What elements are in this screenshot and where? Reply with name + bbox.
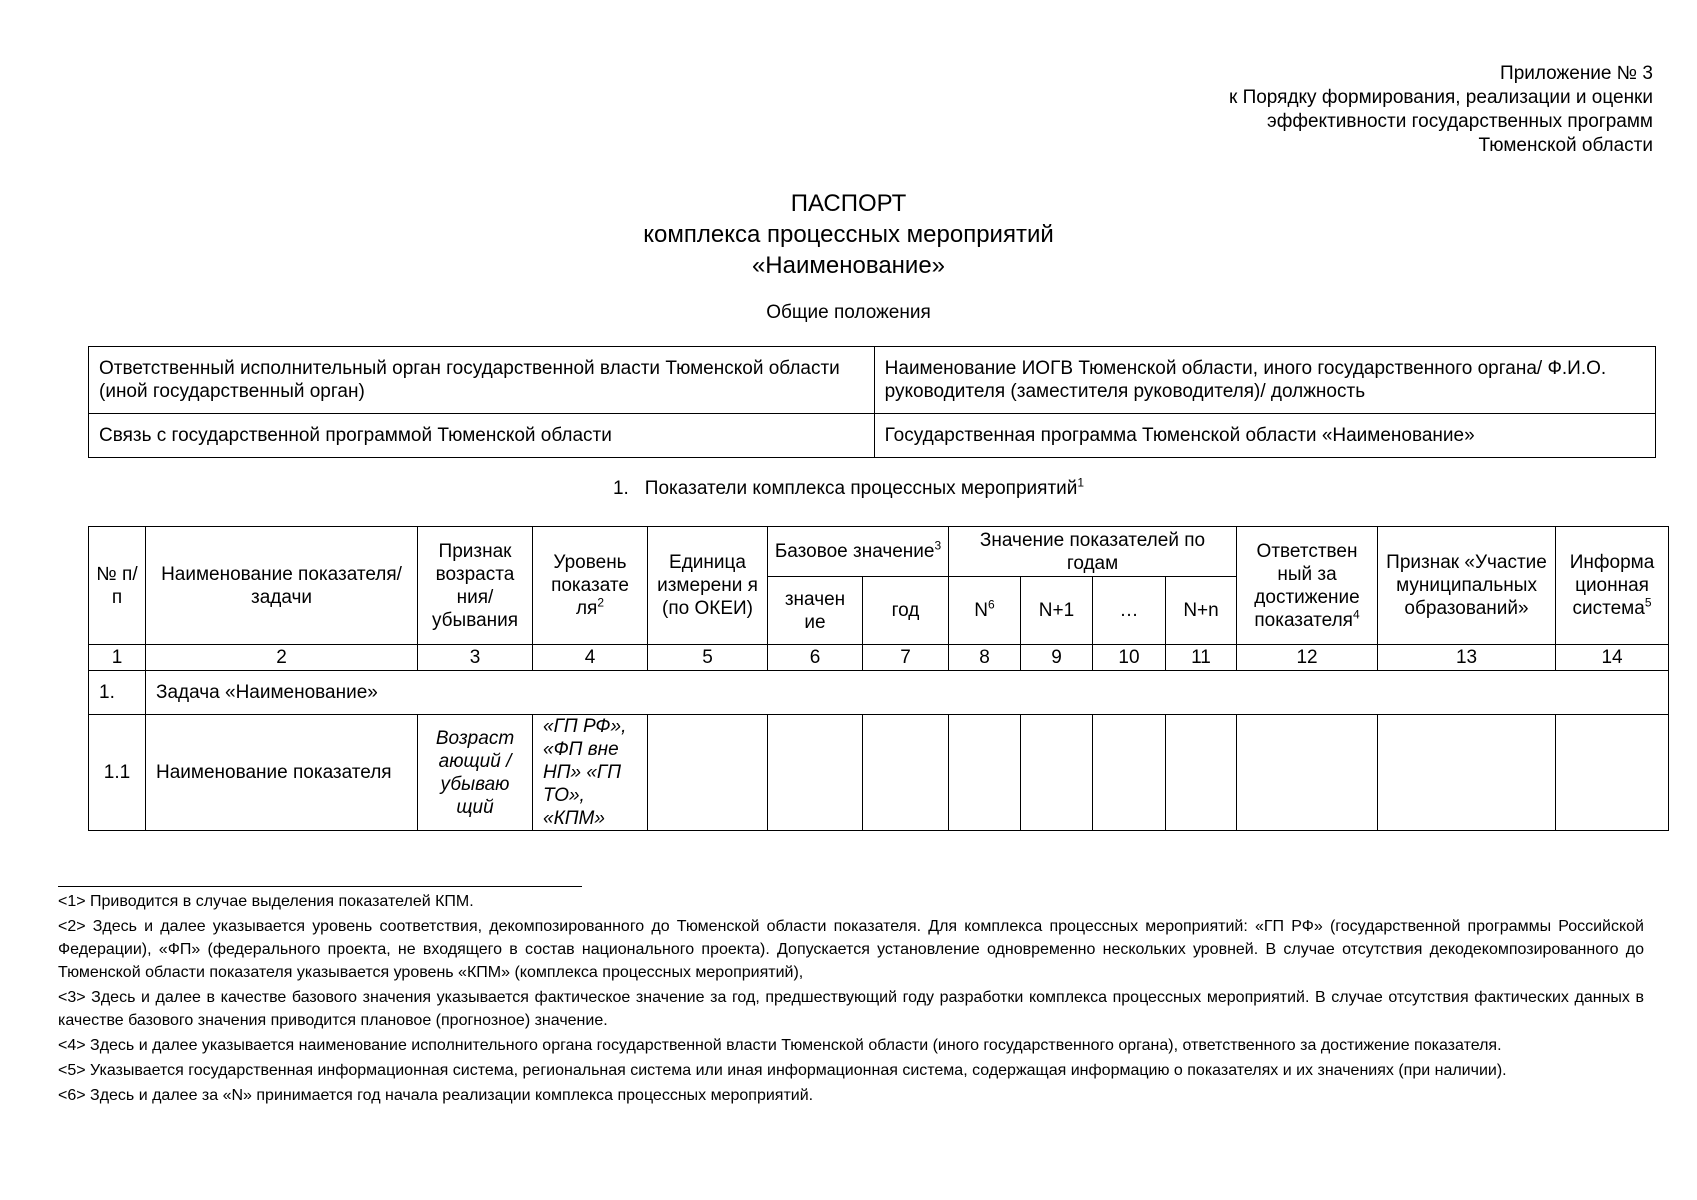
table-cell bbox=[1556, 715, 1669, 831]
table-row bbox=[89, 347, 1656, 414]
header-info-system bbox=[1556, 527, 1669, 645]
indicators-table bbox=[88, 526, 1669, 831]
document-title bbox=[0, 188, 1697, 281]
header-responsible-text: Ответствен ный за достижение показателя bbox=[1254, 540, 1360, 631]
footnote-ref: 3 bbox=[934, 538, 942, 553]
header-municipal: Признак «Участие муниципальных образований» bbox=[1378, 527, 1556, 645]
row-number: 1.1 bbox=[89, 715, 146, 831]
column-number: 1 bbox=[89, 645, 146, 671]
header-name: Наименование показателя/задачи bbox=[146, 527, 418, 645]
task-row bbox=[89, 671, 1669, 715]
footnote: <4> Здесь и далее указывается наименование исполнительного органа государственной власти Тюменской области (иного государственного органа), ответственного за достижение показателя. bbox=[58, 1037, 1502, 1054]
column-number: 8 bbox=[949, 645, 1021, 671]
footnote-ref: 4 bbox=[1352, 607, 1360, 622]
table-cell bbox=[1093, 715, 1166, 831]
header-base-text: Базовое значение bbox=[774, 541, 935, 562]
table-cell bbox=[863, 715, 949, 831]
table-cell bbox=[1378, 715, 1556, 831]
column-number: 9 bbox=[1021, 645, 1093, 671]
column-number: 3 bbox=[418, 645, 533, 671]
footnote: <6> Здесь и далее за «N» принимается год начала реализации комплекса процессных мероприятий. bbox=[58, 1087, 814, 1104]
footnote: <3> Здесь и далее в качестве базового значения указывается фактическое значение за год, предшествующий году разработки комплекса процессных мероприятий. В случае отсутствия фактических данных в качестве базового значения приводится плановое (прогнозное) значение. bbox=[58, 989, 1644, 1029]
column-number-row bbox=[89, 645, 1669, 671]
table-row bbox=[89, 715, 1669, 831]
header-base bbox=[768, 527, 949, 577]
table-cell bbox=[1237, 715, 1378, 831]
header-year-n bbox=[949, 577, 1021, 645]
section-title: Показатели комплекса процессных мероприятий bbox=[644, 478, 1078, 499]
footnote: <1> Приводится в случае выделения показателей КПМ. bbox=[58, 893, 474, 910]
appendix-line: Приложение № 3 bbox=[1500, 63, 1653, 84]
table-row bbox=[89, 414, 1656, 458]
footnote-separator bbox=[58, 886, 582, 887]
column-number: 5 bbox=[648, 645, 768, 671]
table-cell bbox=[949, 715, 1021, 831]
footnote-ref: 6 bbox=[988, 597, 995, 612]
footnote-ref: 2 bbox=[597, 595, 605, 610]
footnote: <5> Указывается государственная информационная система, региональная система или иная информационная система, содержащая информацию о показателях и их значениях (при наличии). bbox=[58, 1062, 1507, 1079]
column-number: 10 bbox=[1093, 645, 1166, 671]
table-cell bbox=[1021, 715, 1093, 831]
column-number: 6 bbox=[768, 645, 863, 671]
header-level-text: Уровень показате ля bbox=[551, 552, 629, 619]
header-year-dots: … bbox=[1093, 577, 1166, 645]
footnotes bbox=[58, 890, 1644, 1109]
column-number: 14 bbox=[1556, 645, 1669, 671]
header-base-year: год bbox=[863, 577, 949, 645]
table-cell bbox=[1166, 715, 1237, 831]
column-number: 12 bbox=[1237, 645, 1378, 671]
row-level: «ГП РФ», «ФП вне НП» «ГП ТО», «КПМ» bbox=[533, 715, 648, 831]
section-heading bbox=[0, 475, 1697, 500]
section-number: 1. bbox=[612, 478, 629, 499]
footnote-ref: 5 bbox=[1644, 595, 1652, 610]
general-provisions-table bbox=[88, 346, 1656, 458]
row-sign: Возраст ающий / убываю щий bbox=[418, 715, 533, 831]
header-year-n-text: N bbox=[974, 600, 989, 621]
header-responsible bbox=[1237, 527, 1378, 645]
table-cell: Ответственный исполнительный орган государственной власти Тюменской области (иной государственный орган) bbox=[89, 347, 875, 414]
column-number: 2 bbox=[146, 645, 418, 671]
title-line: комплекса процессных мероприятий bbox=[643, 221, 1054, 248]
appendix-line: Тюменской области bbox=[1478, 135, 1653, 156]
footnote-ref: 1 bbox=[1077, 475, 1085, 490]
footnote: <2> Здесь и далее указывается уровень соответствия, декомпозированного до Тюменской области показателя. Для комплекса процессных мероприятий: «ГП РФ» (государственной программы Российской Федерации), «ФП» (федерального проекта, не входящего в состав национального проекта). Допускается установление одновременно нескольких уровней. В случае отсутствия декодекомпозированного до Тюменской области показателя указывается уровень «КПМ» (комплекса процессных мероприятий), bbox=[58, 918, 1644, 981]
header-num: № п/п bbox=[89, 527, 146, 645]
table-cell bbox=[648, 715, 768, 831]
header-year-n1: N+1 bbox=[1021, 577, 1093, 645]
table-cell bbox=[768, 715, 863, 831]
column-number: 11 bbox=[1166, 645, 1237, 671]
header-years: Значение показателей по годам bbox=[949, 527, 1237, 577]
task-number: 1. bbox=[89, 671, 146, 715]
column-number: 7 bbox=[863, 645, 949, 671]
section-subtitle: Общие положения bbox=[766, 302, 931, 323]
table-cell: Связь с государственной программой Тюменской области bbox=[89, 414, 875, 458]
row-name: Наименование показателя bbox=[146, 715, 418, 831]
table-cell: Наименование ИОГВ Тюменской области, иного государственного органа/ Ф.И.О. руководителя (заместителя руководителя)/ должность bbox=[874, 347, 1655, 414]
header-year-nn: N+n bbox=[1166, 577, 1237, 645]
column-number: 13 bbox=[1378, 645, 1556, 671]
table-cell: Государственная программа Тюменской области «Наименование» bbox=[874, 414, 1655, 458]
header-sign: Признак возраста ния/ убывания bbox=[418, 527, 533, 645]
title-line: ПАСПОРТ bbox=[790, 190, 907, 217]
column-number: 4 bbox=[533, 645, 648, 671]
header-unit: Единица измерени я (по ОКЕИ) bbox=[648, 527, 768, 645]
title-line: «Наименование» bbox=[751, 252, 946, 279]
header-row bbox=[89, 527, 1669, 577]
appendix-line: эффективности государственных программ bbox=[1267, 111, 1653, 132]
appendix-header bbox=[1229, 62, 1653, 158]
appendix-line: к Порядку формирования, реализации и оценки bbox=[1228, 87, 1653, 108]
task-name: Задача «Наименование» bbox=[146, 671, 1669, 715]
header-level bbox=[533, 527, 648, 645]
header-info-text: Информа ционная система bbox=[1569, 552, 1655, 619]
header-base-value: значен ие bbox=[768, 577, 863, 645]
